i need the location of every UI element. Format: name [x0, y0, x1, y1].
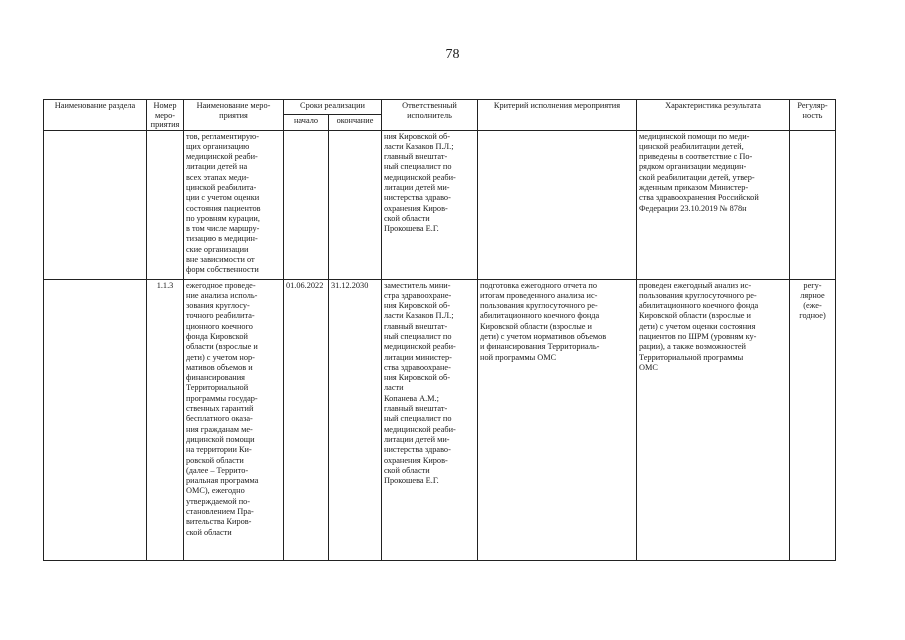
cell-responsible: ния Кировской об- ласти Казаков П.Л.; главный внештат- ный специалист по медицинской реаби- литации детей ми- нистерства здраво- охранения Киров- ской области Прокошева Е.Г. [382, 130, 478, 279]
cell-section [44, 130, 147, 279]
table-row [44, 130, 836, 279]
header-end: окончание [329, 115, 382, 130]
header-start: начало [284, 115, 329, 130]
cell-responsible: заместитель мини- стра здравоохране- ния Кировской об- ласти Казаков П.Л.; главный внештат- ный специалист по медицинской реаби- литации министер- ства здравоохране- ния Кировской об- ласти Копанева А.М.; главный внештат- ный специалист по медицинской реаби- литации детей ми- нистерства здраво- охранения Киров- ской области Прокошева Е.Г. [382, 279, 478, 560]
page-number: 78 [445, 47, 460, 62]
table-row [44, 279, 836, 560]
action-plan-table [43, 99, 836, 561]
header-section-name: Наименование раздела [44, 100, 147, 131]
cell-name: ежегодное проведе- ние анализа исполь- зования круглосу- точного реабилита- ционного коечного фонда Кировской области (взрослые и дети) с учетом нор- мативов объемов и финансирования Территориальной программы государ- ственных гарантий бесплатного оказа- ния гражданам ме- дицинской помощи на территории Ки- ровской области (далее – Террито- риальная программа ОМС), ежегодно утверждаемой по- становлением Пра- вительства Киров- ской области [184, 279, 284, 560]
cell-end: 31.12.2030 [329, 279, 382, 560]
cell-regularity [790, 130, 836, 279]
header-timing: Сроки реализации [284, 100, 382, 115]
cell-start [284, 130, 329, 279]
table-header [44, 100, 836, 131]
header-item-name: Наименование меро- приятия [184, 100, 284, 131]
cell-end [329, 130, 382, 279]
cell-result: проведен ежегодный анализ ис- пользования круглосуточного ре- абилитационного коечного фонда Кировской области (взрослые и дети) с учетом оценки состояния пациентов по ШРМ (уровням ку- рации), а также возможностей Территориальной программы ОМС [637, 279, 790, 560]
header-result: Характеристика результата [637, 100, 790, 131]
header-responsible: Ответственный исполнитель [382, 100, 478, 131]
cell-regularity: регу- лярное (еже- годное) [790, 279, 836, 560]
header-regularity: Регуляр- ность [790, 100, 836, 131]
cell-result: медицинской помощи по меди- цинской реабилитации детей, приведены в соответствие с По- рядком организации медицин- ской реабилитации детей, утвер- жденным приказом Министер- ства здравоохранения Российской Федерации 23.10.2019 № 878н [637, 130, 790, 279]
cell-name: тов, регламентирую- щих организацию медицинской реаби- литации детей на всех этапах меди- цинской реабилита- ции с учетом оценки состояния пациентов по уровням курации, в том числе маршру- тизацию в медицин- ские организации вне зависимости от форм собственности [184, 130, 284, 279]
cell-number [147, 130, 184, 279]
cell-number: 1.1.3 [147, 279, 184, 560]
cell-criterion: подготовка ежегодного отчета по итогам проведенного анализа ис- пользования круглосуточного ре- абилитационного коечного фонда Кировской области (взрослые и дети) с учетом нормативов объемов и финансирования Территориаль- ной программы ОМС [478, 279, 637, 560]
cell-start: 01.06.2022 [284, 279, 329, 560]
header-criterion: Критерий исполнения мероприятия [478, 100, 637, 131]
cell-section [44, 279, 147, 560]
header-item-number: Номер меро- приятия [147, 100, 184, 131]
cell-criterion [478, 130, 637, 279]
